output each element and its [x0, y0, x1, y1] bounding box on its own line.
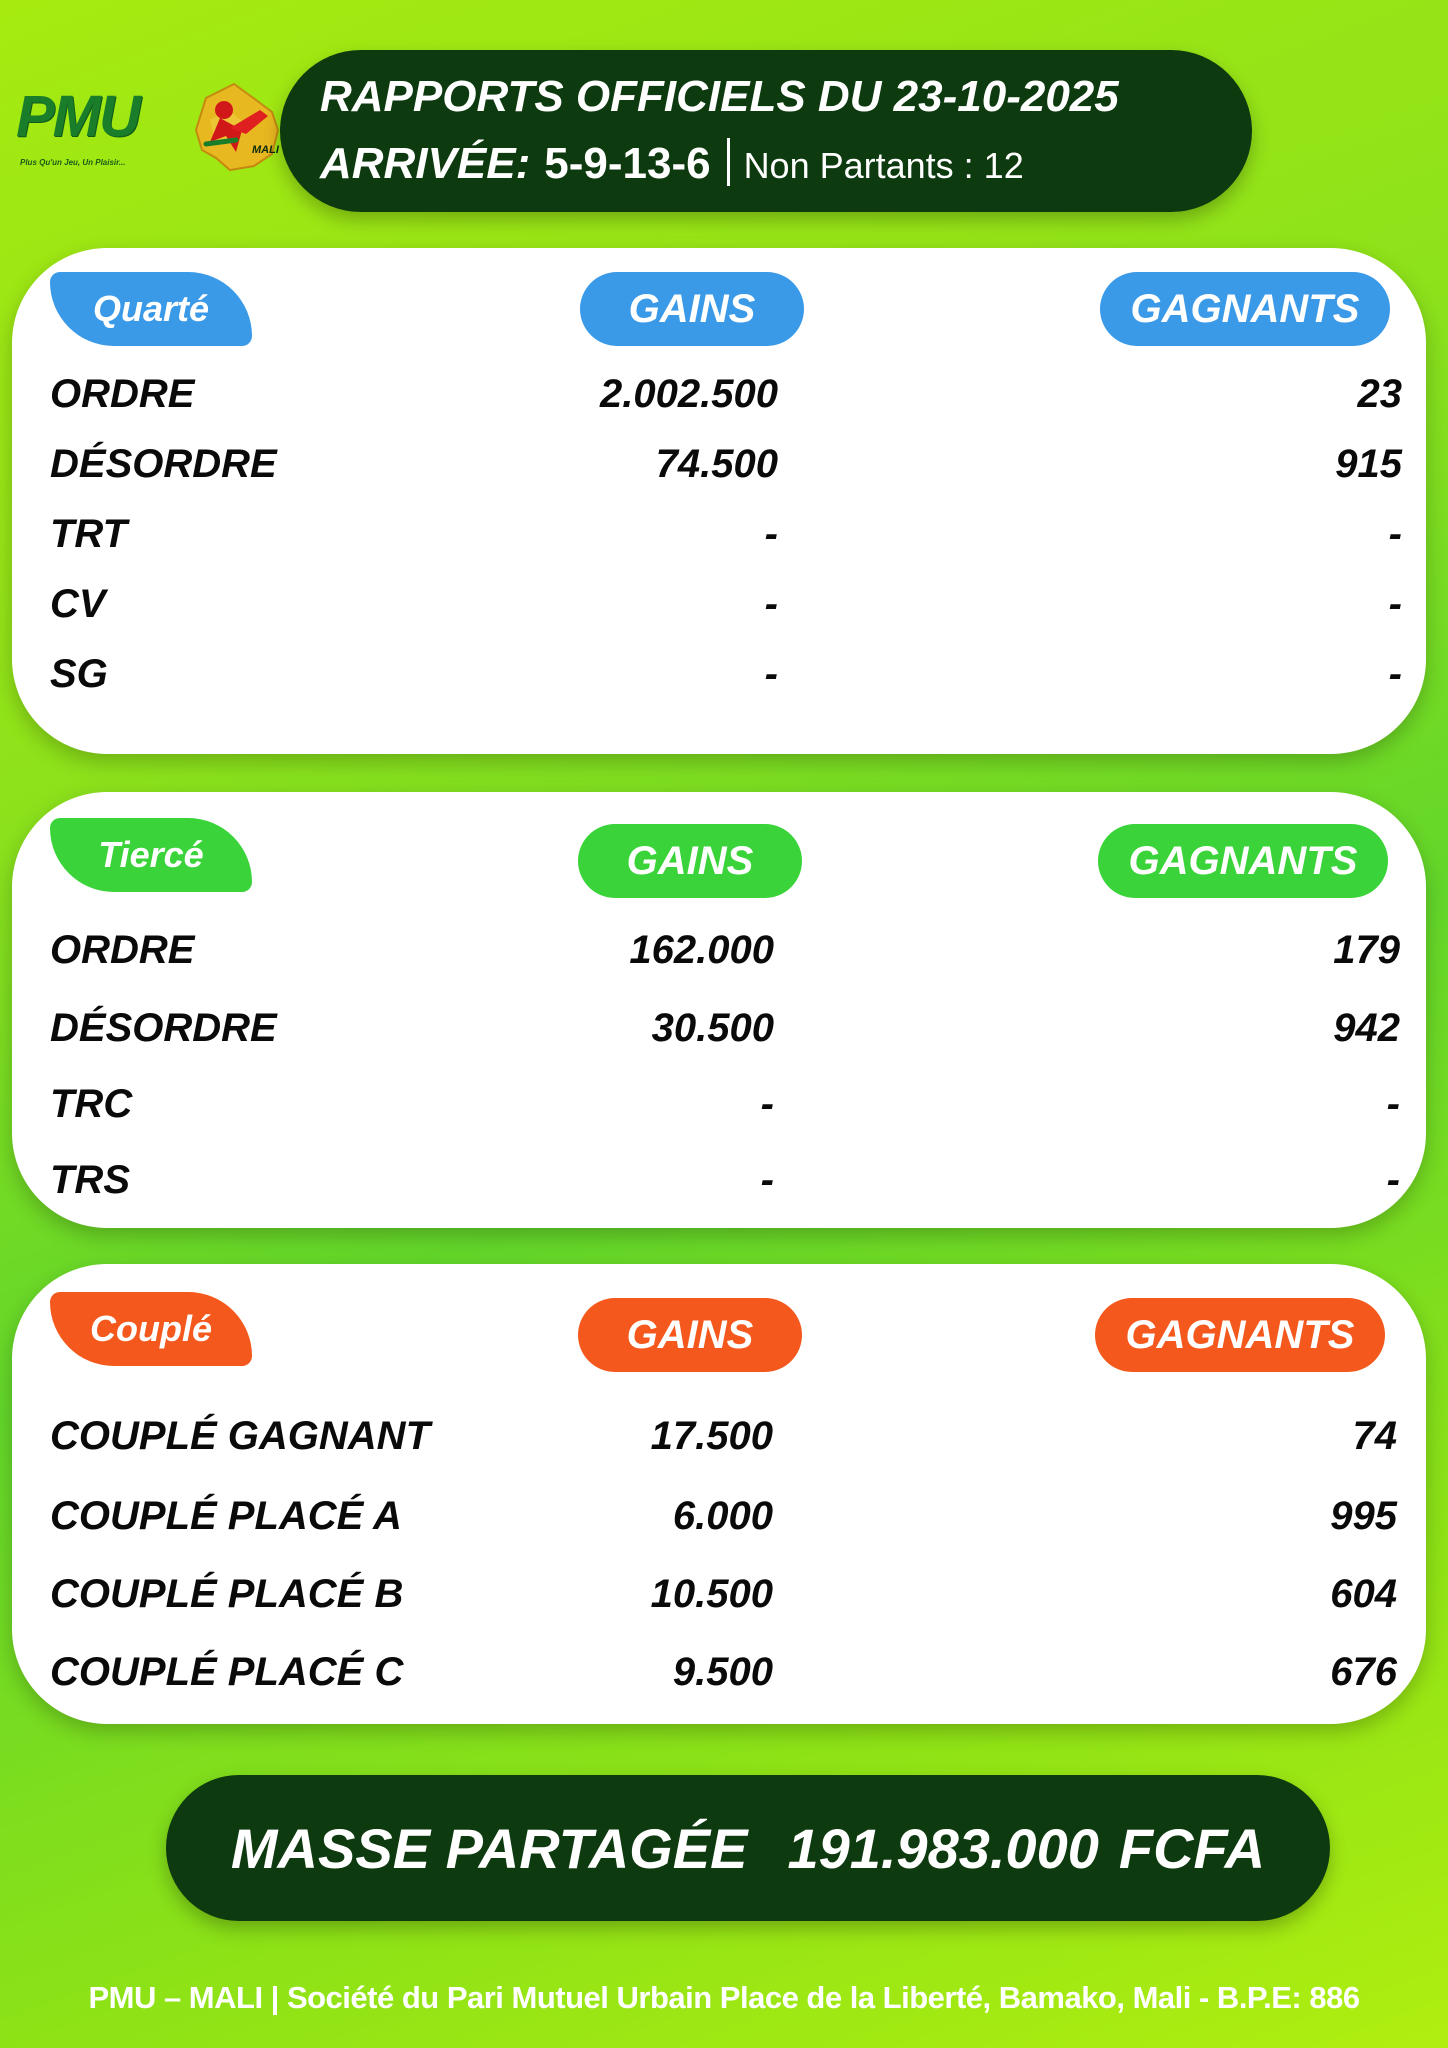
bet-type-label: TRS	[50, 1158, 130, 1202]
couple-gains-header: GAINS	[578, 1298, 802, 1372]
gain-value: 30.500	[651, 1006, 774, 1050]
gain-value: 9.500	[672, 1650, 773, 1694]
table-row	[50, 512, 1402, 572]
gain-value: 17.500	[650, 1414, 773, 1458]
quarte-badge: Quarté	[50, 272, 252, 346]
bet-type-label: SG	[50, 652, 108, 696]
arrivee-line	[320, 138, 1024, 189]
quarte-gains-header: GAINS	[580, 272, 804, 346]
gain-value: -	[760, 1082, 774, 1126]
masse-currency: FCFA	[1118, 1816, 1266, 1880]
mali-map-jockey-icon	[176, 70, 286, 180]
winners-count: 995	[1330, 1494, 1397, 1538]
tierce-gagnants-header: GAGNANTS	[1098, 824, 1388, 898]
winners-count: 604	[1330, 1572, 1397, 1616]
table-row	[50, 582, 1402, 642]
couple-card	[12, 1264, 1426, 1724]
bet-type-label: ORDRE	[50, 372, 195, 416]
winners-count: 74	[1352, 1414, 1397, 1458]
winners-count: -	[1386, 1158, 1400, 1202]
winners-count: 915	[1335, 442, 1402, 486]
table-row	[50, 1650, 1397, 1710]
winners-count: 23	[1357, 372, 1402, 416]
winners-count: -	[1388, 652, 1402, 696]
couple-gagnants-header: GAGNANTS	[1095, 1298, 1385, 1372]
header-divider	[727, 138, 730, 186]
winners-count: 942	[1333, 1006, 1400, 1050]
masse-label: MASSE PARTAGÉE	[230, 1816, 748, 1880]
logo-country: MALI	[252, 144, 279, 156]
table-row	[50, 928, 1400, 988]
tierce-badge: Tiercé	[50, 818, 252, 892]
bet-type-label: DÉSORDRE	[50, 442, 277, 486]
bet-type-label: TRC	[50, 1082, 133, 1126]
arrivee-value: 5-9-13-6	[544, 139, 711, 188]
table-row	[50, 1082, 1400, 1142]
masse-value: 191.983.000	[787, 1816, 1099, 1880]
table-row	[50, 1572, 1397, 1632]
gain-value: 2.002.500	[600, 372, 778, 416]
winners-count: 676	[1330, 1650, 1397, 1694]
bet-type-label: DÉSORDRE	[50, 1006, 277, 1050]
table-row	[50, 1006, 1400, 1066]
tierce-card	[12, 792, 1426, 1228]
table-row	[50, 1414, 1397, 1474]
non-partants: Non Partants : 12	[743, 145, 1024, 186]
gain-value: 10.500	[650, 1572, 773, 1616]
bet-type-label: TRT	[50, 512, 128, 556]
winners-count: -	[1388, 582, 1402, 626]
logo-tagline: Plus Qu'un Jeu, Un Plaisir...	[20, 158, 126, 167]
gain-value: 162.000	[629, 928, 774, 972]
bet-type-label: COUPLÉ PLACÉ A	[50, 1494, 402, 1538]
table-row	[50, 1158, 1400, 1218]
bet-type-label: COUPLÉ PLACÉ C	[50, 1650, 404, 1694]
table-row	[50, 372, 1402, 432]
arrivee-label: ARRIVÉE:	[320, 139, 531, 188]
gain-value: -	[760, 1158, 774, 1202]
bet-type-label: COUPLÉ PLACÉ B	[50, 1572, 404, 1616]
winners-count: 179	[1333, 928, 1400, 972]
report-title: RAPPORTS OFFICIELS DU 23-10-2025	[320, 72, 1119, 121]
quarte-gagnants-header: GAGNANTS	[1100, 272, 1390, 346]
table-row	[50, 1494, 1397, 1554]
footer-address: PMU – MALI | Société du Pari Mutuel Urbain Place de la Liberté, Bamako, Mali - B.P.E: 886	[88, 1980, 1360, 2015]
winners-count: -	[1386, 1082, 1400, 1126]
bet-type-label: CV	[50, 582, 106, 626]
tierce-gains-header: GAINS	[578, 824, 802, 898]
masse-partagee-banner	[166, 1775, 1330, 1921]
gain-value: -	[764, 652, 778, 696]
couple-badge: Couplé	[50, 1292, 252, 1366]
gain-value: -	[764, 582, 778, 626]
table-row	[50, 652, 1402, 712]
quarte-card	[12, 248, 1426, 754]
pmu-logo-text: PMU	[16, 84, 139, 149]
winners-count: -	[1388, 512, 1402, 556]
gain-value: 74.500	[655, 442, 778, 486]
header-banner	[280, 50, 1252, 212]
gain-value: -	[764, 512, 778, 556]
bet-type-label: ORDRE	[50, 928, 195, 972]
gain-value: 6.000	[672, 1494, 773, 1538]
bet-type-label: COUPLÉ GAGNANT	[50, 1414, 430, 1458]
pmu-mali-logo	[16, 70, 279, 170]
table-row	[50, 442, 1402, 502]
